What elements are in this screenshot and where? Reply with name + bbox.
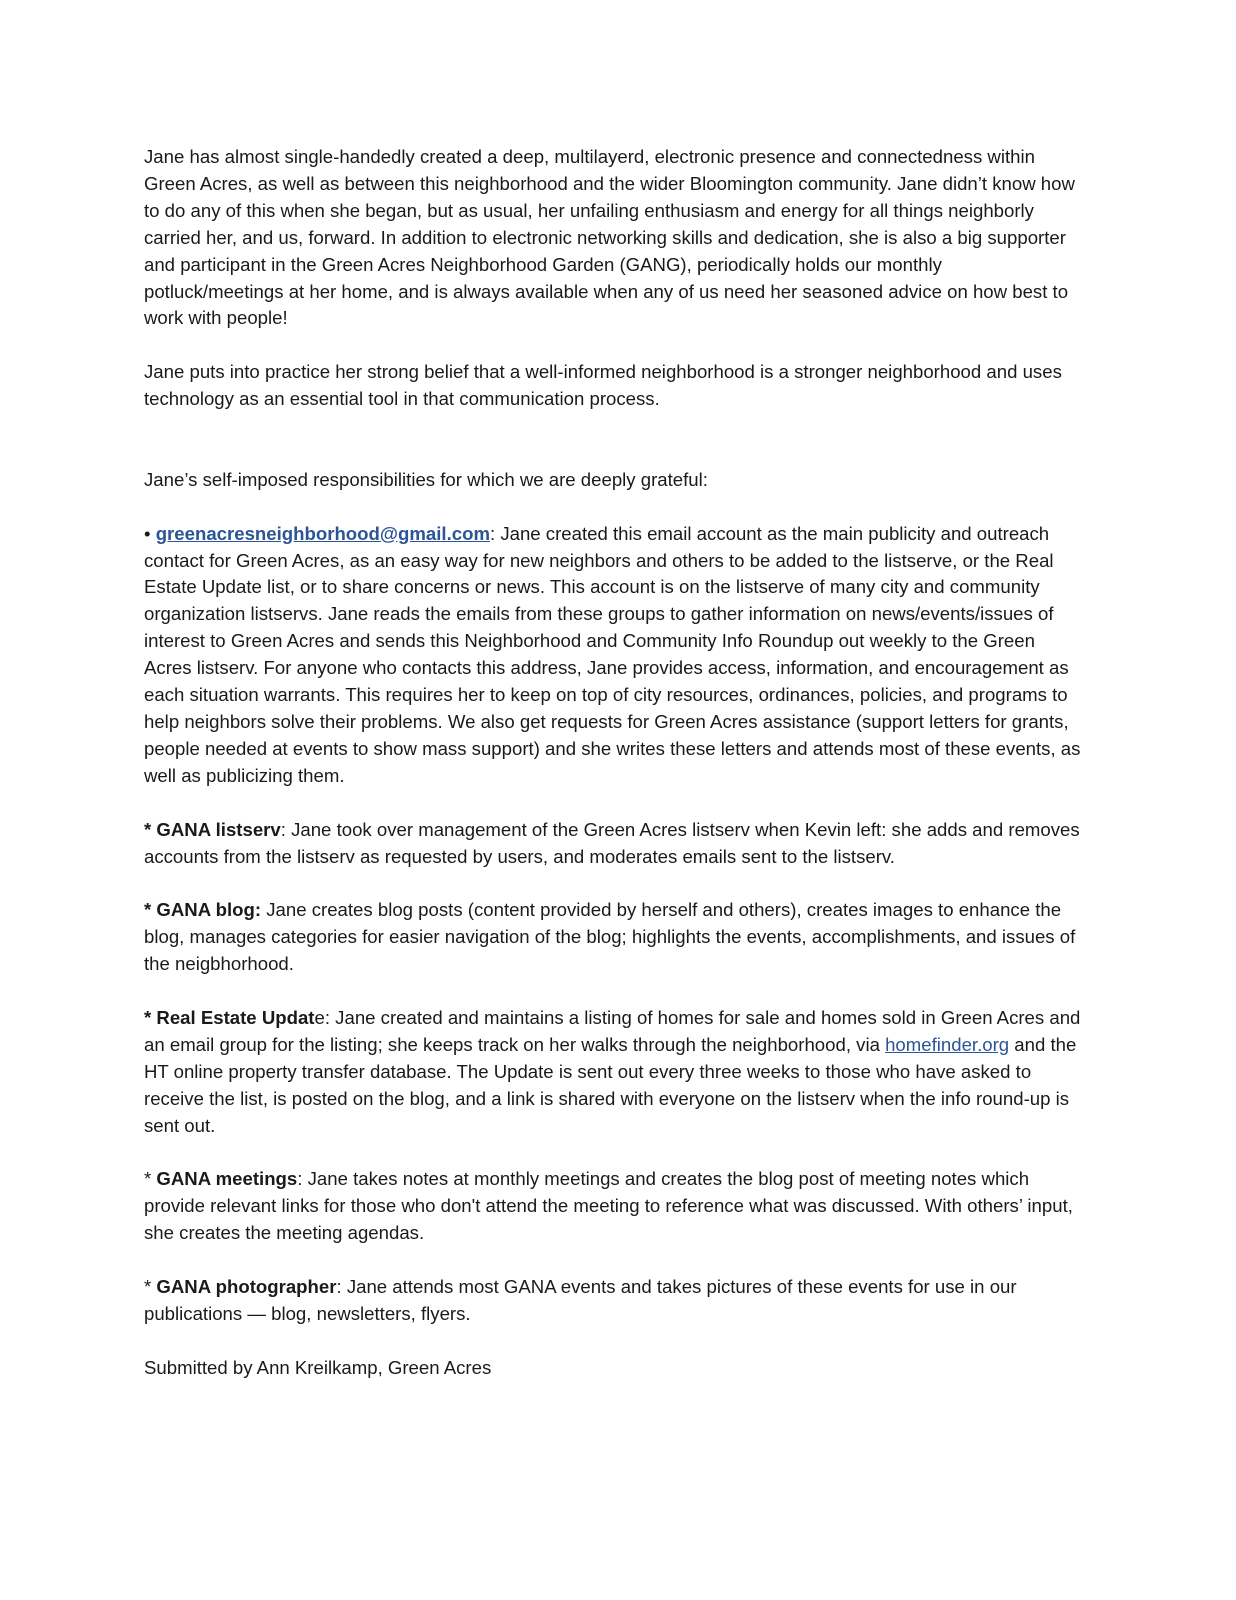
real-estate-label-tail: e xyxy=(314,1006,325,1028)
meetings-label: GANA meetings xyxy=(156,1168,298,1190)
homefinder-link[interactable]: homefinder.org xyxy=(885,1033,1010,1055)
meetings-item xyxy=(144,1166,1084,1247)
intro-paragraph-1: Jane has almost single-handedly created a deep, multilayerd, electronic presence and connectedness within Green Acres, as well as between this neighborhood and the wider Bloomington community. Jane didn’t know how to do any of this when she began, but as usual, her unfailing enthusiasm and energy for all things neighborly carried her, and us, forward. In addition to electronic networking skills and dedication, she is also a big supporter and participant in the Green Acres Neighborhood Garden (GANG), periodically holds our monthly potluck/meetings at her home, and is always available when any of us need her seasoned advice on how best to work with people! xyxy=(144,146,1075,329)
responsibilities-heading: Jane’s self-imposed responsibilities for which we are deeply grateful: xyxy=(144,468,708,490)
intro-paragraph-2: Jane puts into practice her strong belief that a well-informed neighborhood is a stronger neighborhood and uses technology as an essential tool in that communication process. xyxy=(144,361,1062,410)
photographer-label: GANA photographer xyxy=(156,1275,337,1297)
document-page xyxy=(144,144,1084,1408)
listserv-item xyxy=(144,817,1084,871)
blog-label: * GANA blog: xyxy=(144,899,262,921)
photographer-item xyxy=(144,1274,1084,1328)
real-estate-label: * Real Estate Updat xyxy=(144,1006,315,1028)
email-link[interactable]: greenacresneighborhood@gmail.com xyxy=(155,522,490,544)
email-item-text: : Jane created this email account as the main publicity and outreach contact for Green Acres, as an easy way for new neighbors and others to be added to the listserve, or the Real Estate Update list, or to share concerns or news. This account is on the listserve of many city and community organization listservs. Jane reads the emails from these groups to gather information on news/events/issues of interest to Green Acres and sends this Neighborhood and Community Info Roundup out weekly to the Green Acres listserv. For anyone who contacts this address, Jane provides access, information, and encouragement as each situation warrants. This requires her to keep on top of city resources, ordinances, policies, and programs to help neighbors solve their problems. We also get requests for Green Acres assistance (support letters for grants, people needed at events to show mass support) and she writes these letters and attends most of these events, as well as publicizing them. xyxy=(144,522,1081,786)
real-estate-text-after-link: and the HT online property transfer database. The Update is sent out every three weeks to those who have asked to receive the list, is posted on the blog, and a link is shared with everyone on the listserv when the info round-up is sent out. xyxy=(144,1033,1077,1136)
blog-text: Jane creates blog posts (content provided by herself and others), creates images to enhance the blog, manages categories for easier navigation of the blog; highlights the events, accomplishments, and issues of the neigbhorhood. xyxy=(144,899,1076,975)
real-estate-text-before-link: : Jane created and maintains a listing of homes for sale and homes sold in Green Acres and an email group for the listing; she keeps track on her walks through the neighborhood, via xyxy=(144,1006,1081,1055)
photographer-prefix: * xyxy=(144,1275,157,1297)
blog-item xyxy=(144,897,1084,978)
listserv-text: : Jane took over management of the Green Acres listserv when Kevin left: she adds and removes accounts from the listserv as requested by users, and moderates emails sent to the listserv. xyxy=(144,818,1080,867)
meetings-text: : Jane takes notes at monthly meetings and creates the blog post of meeting notes which provide relevant links for those who don't attend the meeting to reference what was discussed. With others’ input, she creates the meeting agendas. xyxy=(144,1168,1073,1244)
listserv-label: * GANA listserv xyxy=(144,818,281,840)
email-item xyxy=(144,521,1084,790)
real-estate-item xyxy=(144,1005,1084,1140)
photographer-text: : Jane attends most GANA events and takes pictures of these events for use in our publications — blog, newsletters, flyers. xyxy=(144,1275,1017,1324)
signature: Submitted by Ann Kreilkamp, Green Acres xyxy=(144,1356,492,1378)
meetings-prefix: * xyxy=(144,1168,157,1190)
bullet-glyph: • xyxy=(144,522,151,544)
